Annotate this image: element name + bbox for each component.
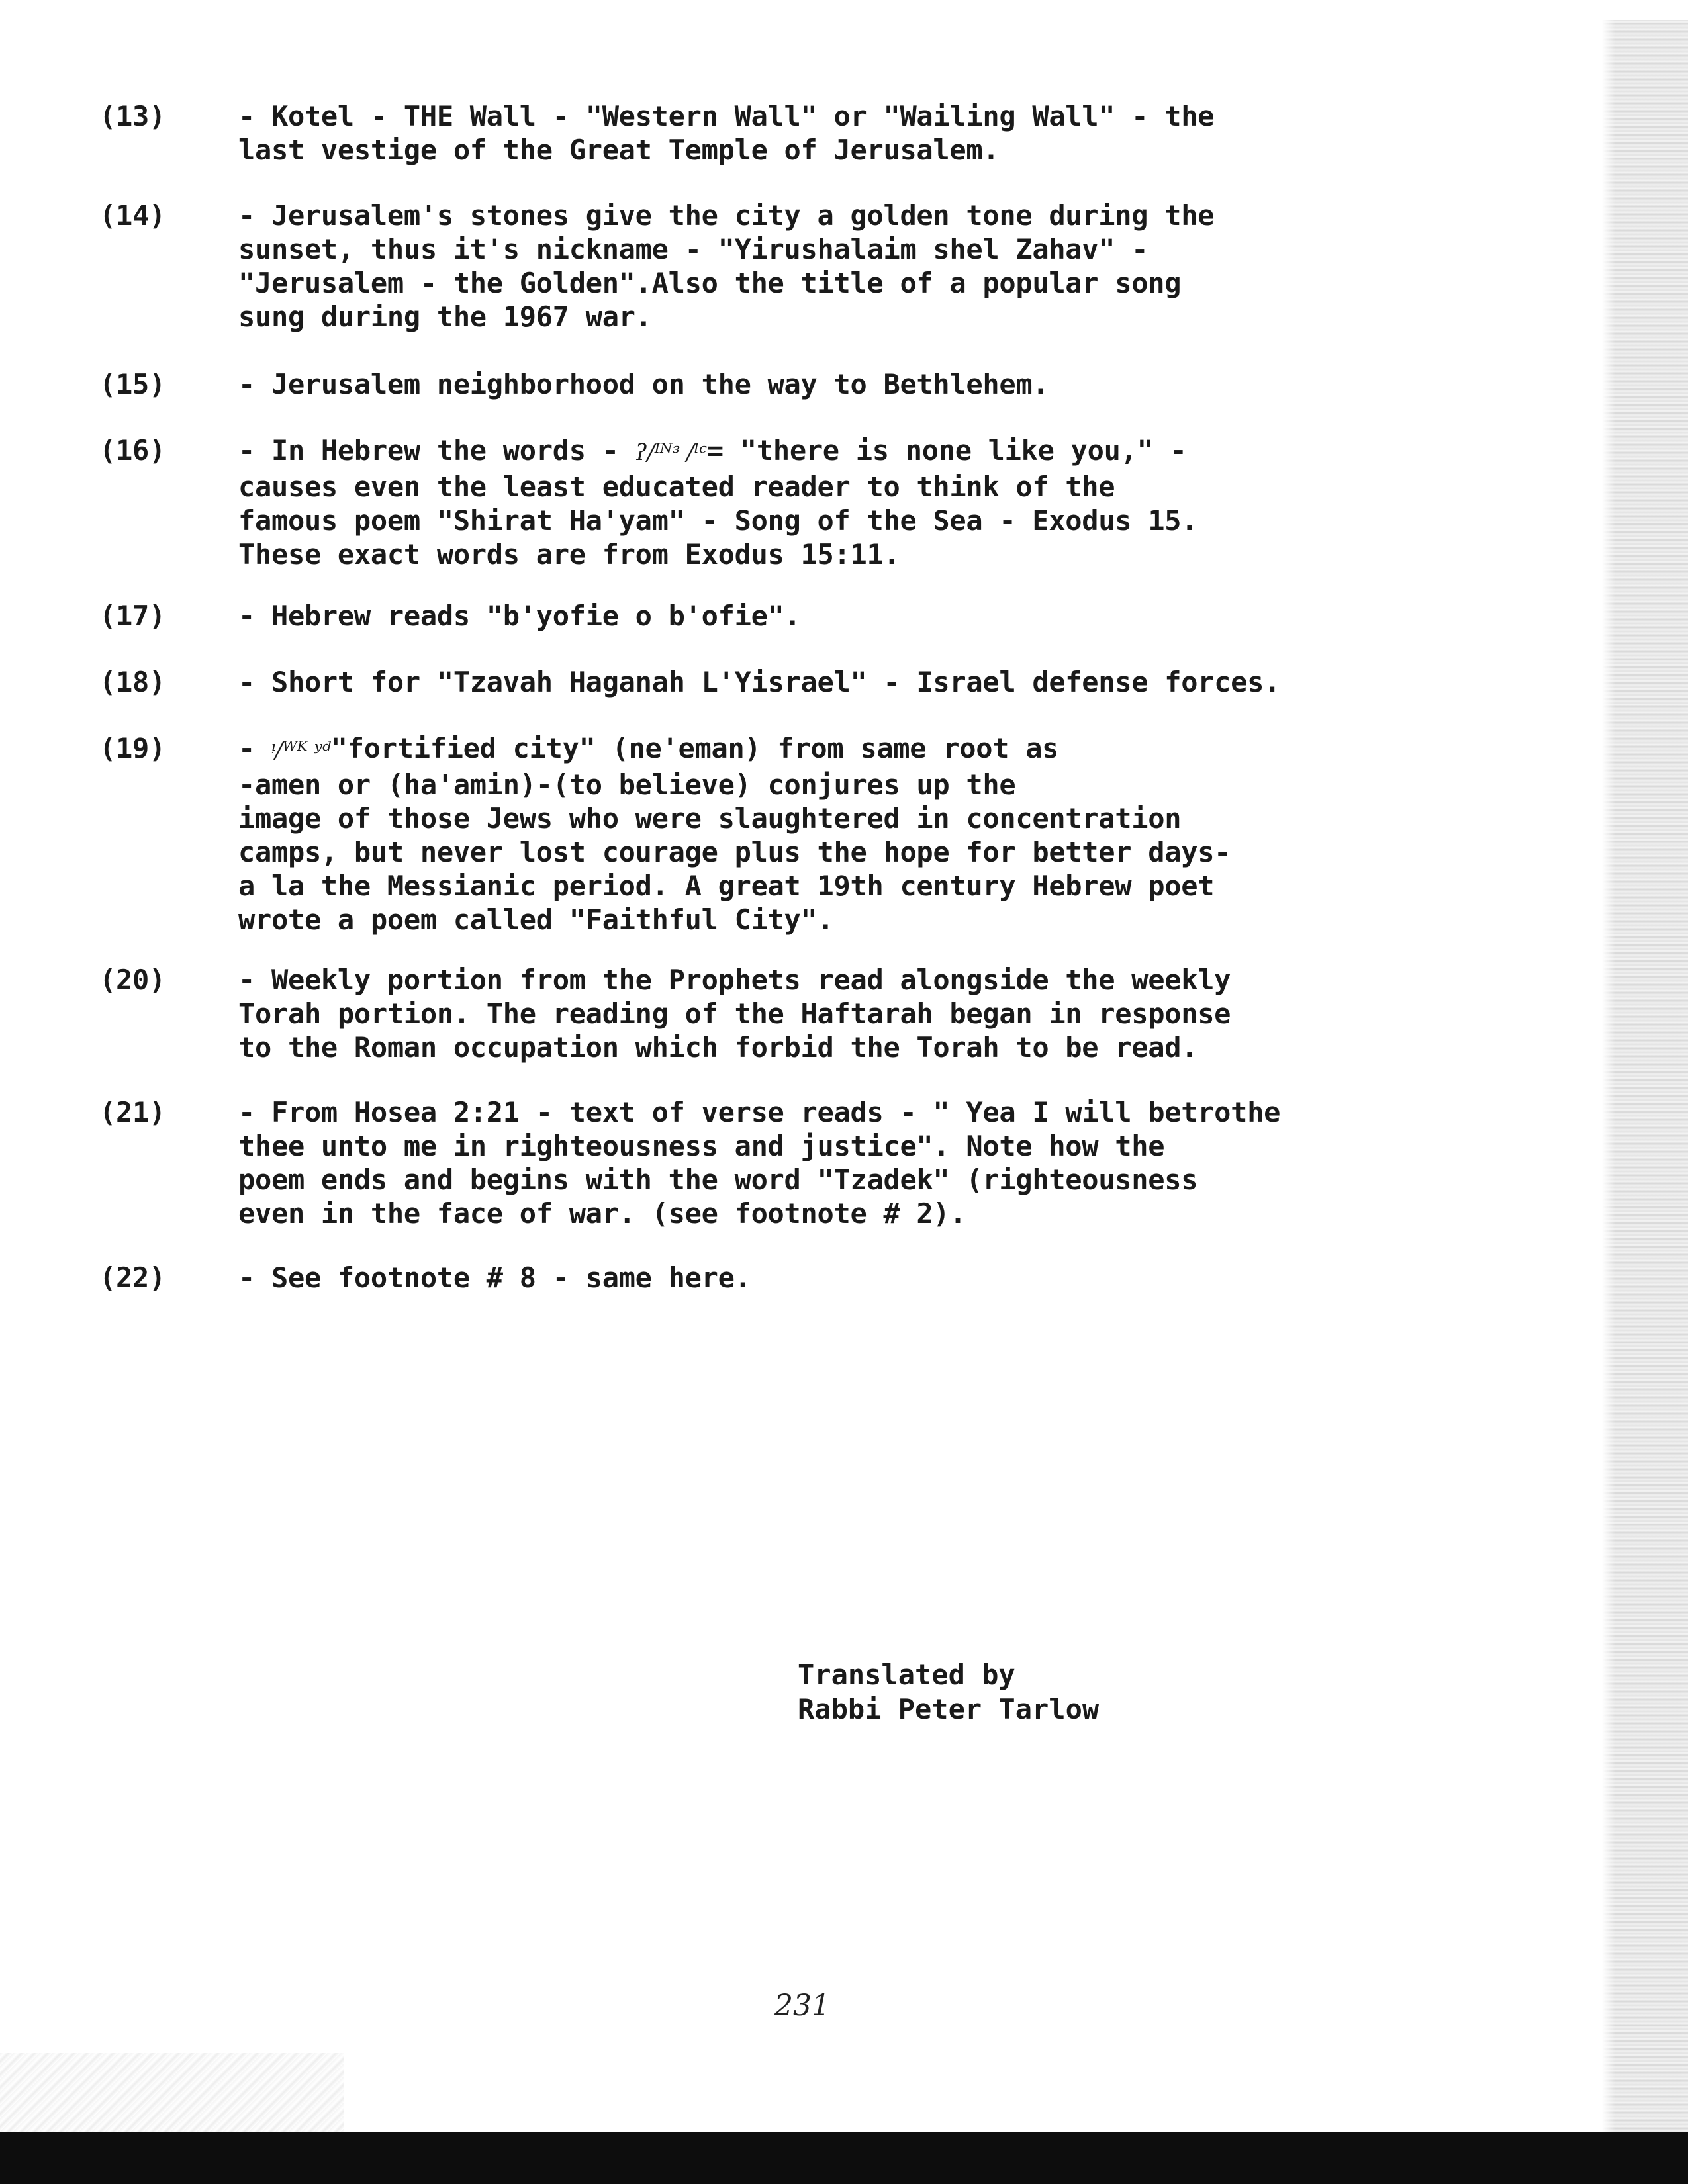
- translator-name: Rabbi Peter Tarlow: [798, 1693, 1100, 1725]
- footnote-text: - Weekly portion from the Prophets read alongside the weekly Torah portion. The reading of the Haftarah began in response to the Roman occupation which forbid the Torah to be read.: [238, 964, 1231, 1064]
- footnote-number: (16): [99, 434, 165, 467]
- footnote-16: [99, 433, 1463, 571]
- footnote-text: [238, 433, 1463, 571]
- footnote-number: (18): [99, 666, 165, 698]
- page-edge-shadow: [1602, 20, 1688, 2158]
- footnote-text: - Jerusalem's stones give the city a golden tone during the sunset, thus it's nickname - "Yirushalaim shel Zahav" - "Jerusalem - the Golden".Also the title of a popular song sung during the 1967 war.: [238, 199, 1215, 333]
- footnote-text: - Hebrew reads "b'yofie o b'ofie".: [238, 600, 801, 632]
- footnote-15: [99, 367, 1463, 401]
- footnote-rest: "fortified city" (ne'eman) from same root as -amen or (ha'amin)-(to believe) conjures up the image of those Jews who were slaughtered in concentration camps, but never lost courage plus the hope for better days- a la the Messianic period. A great 19th century Hebrew poet wrote a poem called "Faithful City".: [238, 732, 1231, 936]
- footnote-number: (19): [99, 732, 165, 764]
- footnote-rest: = "there is none like you," - causes even the least educated reader to think of the famous poem "Shirat Ha'yam" - Song of the Sea - Exodus 15. These exact words are from Exodus 15:11.: [238, 434, 1198, 570]
- footnote-text: - Jerusalem neighborhood on the way to Bethlehem.: [238, 368, 1049, 400]
- footnote-lead: - In Hebrew the words -: [238, 434, 635, 467]
- footnote-number: (15): [99, 368, 165, 400]
- footnote-number: (13): [99, 100, 165, 132]
- footnote-text: - From Hosea 2:21 - text of verse reads - " Yea I will betrothe thee unto me in righteousness and justice". Note how the poem ends and begins with the word "Tzadek" (righteousness even in the face of war. (see footnote # 2).: [238, 1096, 1281, 1230]
- handwritten-hebrew-annotation: ᵎ/ᵂᴷ ʸᵈ: [271, 737, 331, 764]
- footnote-18: [99, 665, 1463, 699]
- scan-border: [0, 2132, 1688, 2184]
- footnote-21: [99, 1095, 1463, 1230]
- footnote-number: (21): [99, 1096, 165, 1128]
- footnote-19: [99, 731, 1463, 936]
- footnote-20: [99, 963, 1463, 1064]
- footnote-22: [99, 1261, 1463, 1295]
- footnote-lead: -: [238, 732, 271, 764]
- page-number: 231: [774, 1989, 830, 2023]
- footnote-number: (14): [99, 199, 165, 232]
- footnote-17: [99, 599, 1463, 633]
- footnote-13: [99, 99, 1463, 167]
- handwritten-hebrew-annotation: ʔ/ᴵᴺᵌ /ˡᶜ: [635, 439, 707, 466]
- footnote-text: [238, 731, 1463, 936]
- footnote-text: - See footnote # 8 - same here.: [238, 1261, 751, 1294]
- footnote-number: (17): [99, 600, 165, 632]
- translator-credit-label: Translated by: [798, 1659, 1015, 1691]
- footnote-text: - Short for "Tzavah Haganah L'Yisrael" - Israel defense forces.: [238, 666, 1281, 698]
- footnote-number: (20): [99, 964, 165, 996]
- footnote-number: (22): [99, 1261, 165, 1294]
- footnote-14: [99, 199, 1463, 334]
- footnote-text: - Kotel - THE Wall - "Western Wall" or "Wailing Wall" - the last vestige of the Great Temple of Jerusalem.: [238, 100, 1215, 166]
- scan-noise: [0, 2053, 344, 2132]
